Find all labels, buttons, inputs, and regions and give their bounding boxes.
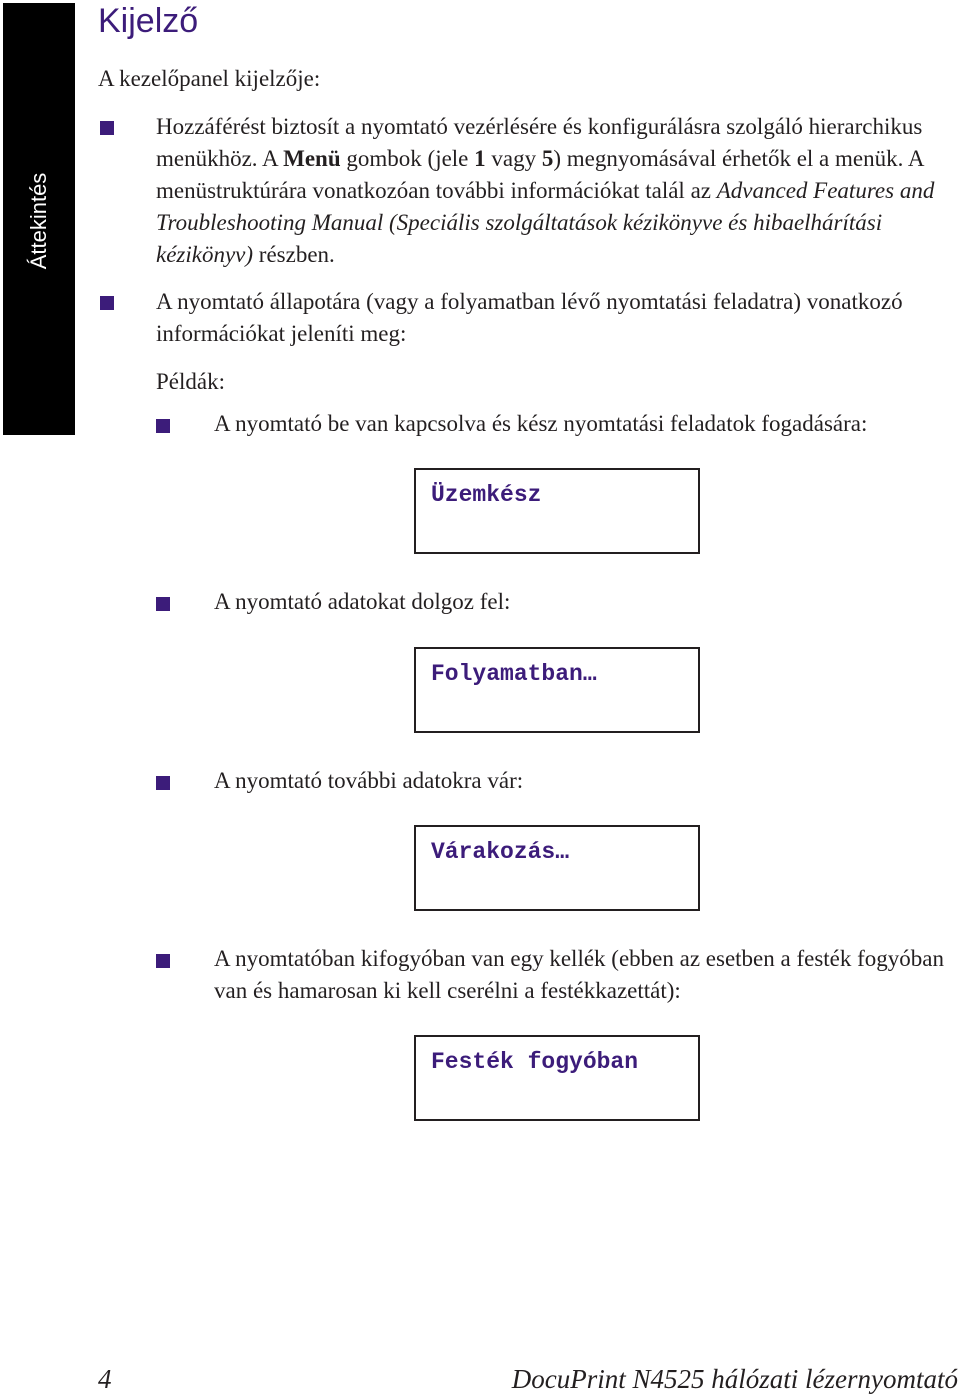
bullet-square-icon (100, 296, 114, 310)
side-tab (3, 3, 75, 435)
bullet-square-icon (156, 597, 170, 611)
page-title: Kijelző (98, 2, 199, 40)
intro-text: A kezelőpanel kijelzője: (98, 66, 321, 91)
display-message: Folyamatban… (431, 661, 597, 687)
display-message: Várakozás… (431, 839, 570, 865)
example-1-text: A nyomtató be van kapcsolva és kész nyomtatási feladatok fogadására: (214, 411, 868, 436)
bullet-square-icon (156, 954, 170, 968)
example-2-text: A nyomtató adatokat dolgoz fel: (214, 589, 511, 614)
display-panel (414, 468, 700, 554)
example-4-text: A nyomtatóban kifogyóban van egy kellék (ebben az esetben a festék fogyóban van és hamarosan ki kell cserélni a festékkazettát): (214, 946, 945, 1003)
bullet-square-icon (100, 121, 114, 135)
footer-doc-title: DocuPrint N4525 hálózati lézernyomtató (511, 1364, 958, 1394)
examples-label: Példák: (156, 369, 225, 394)
bullet-2-text: A nyomtató állapotára (vagy a folyamatban lévő nyomtatási feladatra) vonatkozó információkat jeleníti meg: (156, 289, 903, 346)
display-message: Festék fogyóban (431, 1049, 639, 1075)
display-panel (414, 647, 700, 733)
page-number: 4 (98, 1364, 112, 1394)
side-tab-label: Áttekintés (26, 172, 51, 270)
bullet-1-text: Hozzáférést biztosít a nyomtató vezérlésére és konfigurálásra szolgáló hierarchikus menükhöz. A Menü gombok (jele 1 vagy 5) megnyomásával érhetők el a menük. A menüstruktúrára vonatkozóan további információkat talál az Advanced Features and Troubleshooting Manual (Speciális szolgáltatások kézikönyve és hibaelhárítási kézikönyv) részben. (156, 114, 935, 267)
bullet-square-icon (156, 776, 170, 790)
display-panel (414, 825, 700, 911)
manual-title: Advanced Features and Troubleshooting Manual (Speciális szolgáltatások kézikönyve és hibaelhárítási kézikönyv) (156, 178, 935, 267)
bullet-square-icon (156, 419, 170, 433)
example-3-text: A nyomtató további adatokra vár: (214, 768, 524, 793)
display-panel (414, 1035, 700, 1121)
display-message: Üzemkész (431, 482, 542, 508)
